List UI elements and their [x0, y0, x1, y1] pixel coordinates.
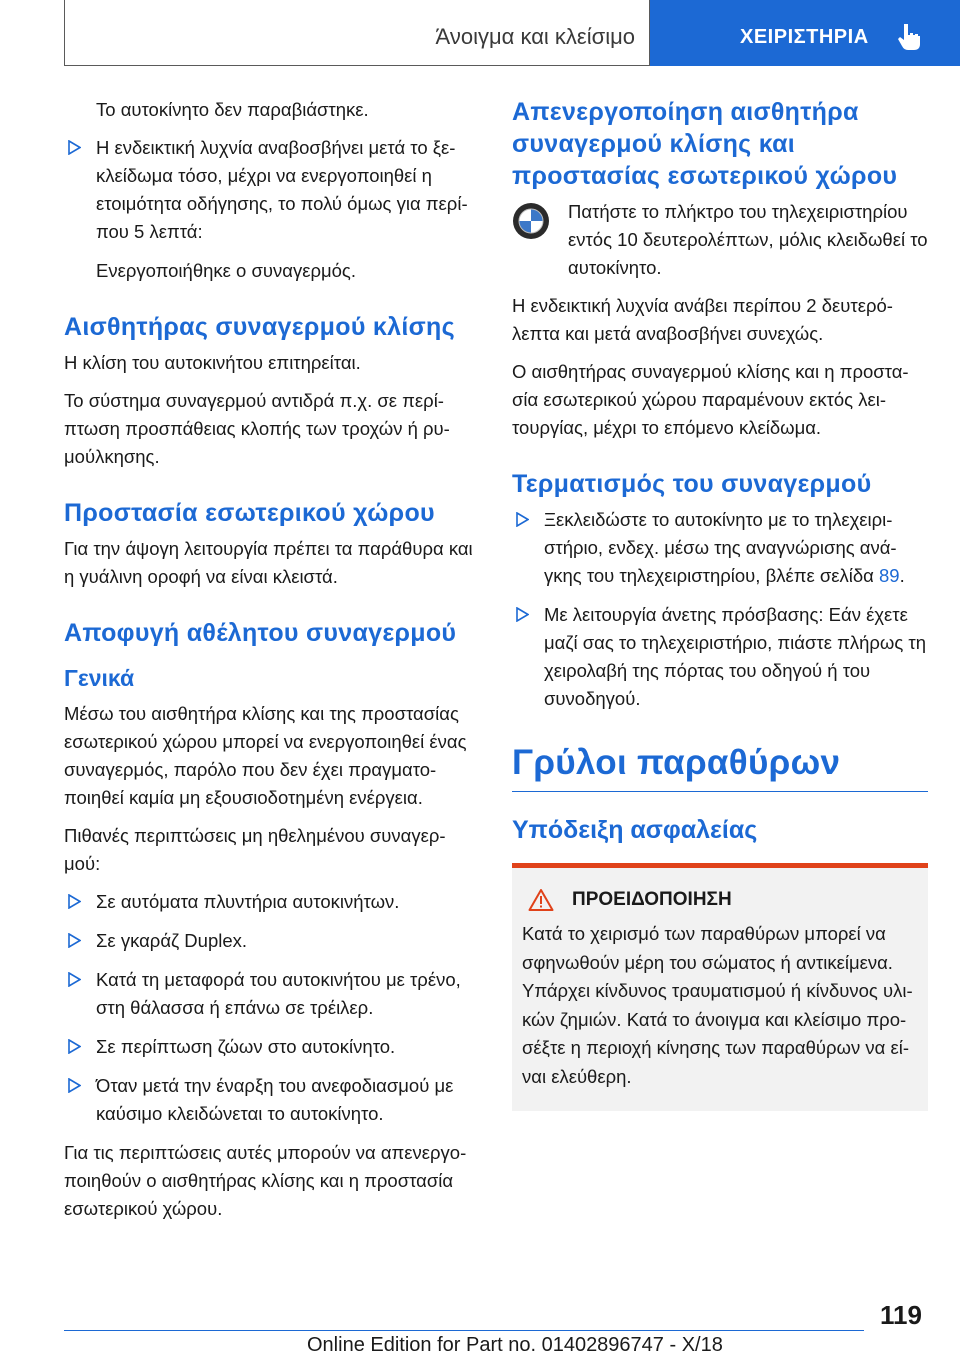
heading-tilt-sensor: Αισθητήρας συναγερμού κλίσης [64, 313, 455, 341]
bmw-logo-icon [512, 202, 550, 240]
paragraph-general-3: Για τις περιπτώσεις αυτές μπορούν να απενεργο-ποιηθούν ο αισθητήρας κλίσης και η προστασία εσωτερικού χώρου. [64, 1142, 467, 1219]
pointing-hand-icon [894, 22, 924, 52]
list-item [64, 1033, 478, 1061]
paragraph-interior: Για την άψογη λειτουργία πρέπει τα παράθυρα και η γυάλινη οροφή να είναι κλειστά. [64, 538, 473, 587]
warning-title: ΠΡΟΕΙΔΟΠΟΙΗΣΗ [572, 889, 732, 910]
list-item-text: Η ενδεικτική λυχνία αναβοσβήνει μετά το ξε-κλείδωμα τόσο, μέχρι να ενεργοποιηθεί η ετοιμότητα οδήγησης, το πολύ όμως για περί-που 5 λεπτά: [96, 137, 468, 242]
list-item [64, 888, 478, 916]
right-column [512, 96, 928, 1111]
warning-header [528, 888, 918, 912]
list-item [64, 1072, 478, 1128]
list-item [64, 927, 478, 955]
footer-edition: Online Edition for Part no. 01402896747 - X/18 [307, 1334, 723, 1356]
warning-triangle-icon [528, 888, 554, 912]
list-item-end: . [899, 565, 905, 586]
cases-list [64, 888, 478, 1128]
page-number: 119 [880, 1300, 922, 1330]
indicator-list [64, 134, 478, 246]
triangle-bullet-icon [68, 972, 81, 987]
heading-safety-note: Υπόδειξη ασφαλείας [512, 816, 758, 844]
heading-window-lifters: Γρύλοι παραθύρων [512, 743, 928, 792]
triangle-bullet-icon [516, 607, 529, 622]
list-item [64, 966, 478, 1022]
heading-interior-protection: Προστασία εσωτερικού χώρου [64, 499, 435, 527]
paragraph-general-1: Μέσω του αισθητήρα κλίσης και της προστασίας εσωτερικού χώρου μπορεί να ενεργοποιηθεί ένας συναγερμός, παρόλο που δεν έχει πραγματο-ποιηθεί καμία μη εξουσιοδοτημένη ενέργεια. [64, 703, 467, 808]
list-item [64, 134, 478, 246]
deactivate-text: Πατήστε το πλήκτρο του τηλεχειριστηρίου εντός 10 δευτερολέπτων, μόλις κλειδωθεί το αυτοκίνητο. [568, 201, 928, 278]
list-item [512, 506, 928, 590]
heading-general: Γενικά [64, 665, 135, 691]
list-item-text: Ξεκλειδώστε το αυτοκίνητο με το τηλεχειρι-στήριο, ενδεχ. μέσω της αναγνώρισης ανά-γκης του τηλεχειριστηρίου, βλέπε σελίδα [544, 509, 897, 586]
list-item-text: Όταν μετά την έναρξη του ανεφοδιασμού με καύσιμο κλειδώνεται το αυτοκίνητο. [96, 1075, 454, 1124]
list-item-text: Σε γκαράζ Duplex. [96, 930, 248, 951]
page-header [0, 0, 960, 66]
header-tab-label: ΧΕΙΡΙΣΤΗΡΙΑ [740, 26, 869, 48]
triangle-bullet-icon [516, 512, 529, 527]
paragraph-tilt-2: Το σύστημα συναγερμού αντιδρά π.χ. σε περί-πτωση προσπάθειας κλοπής των τροχών ή ρυ-μούλκησης. [64, 390, 450, 467]
triangle-bullet-icon [68, 1039, 81, 1054]
list-item [512, 601, 928, 713]
triangle-bullet-icon [68, 1078, 81, 1093]
triangle-bullet-icon [68, 140, 81, 155]
heading-deactivate-sensors: Απενεργοποίηση αισθητήρα συναγερμού κλίσης και προστασίας εσωτερικού χώρου [512, 98, 898, 190]
heading-end-alarm: Τερματισμός του συναγερμού [512, 470, 872, 498]
heading-avoid-false-alarm: Αποφυγή αθέλητου συναγερμού [64, 619, 457, 647]
page-reference-link[interactable]: 89 [879, 565, 900, 586]
paragraph-not-tampered: Το αυτοκίνητο δεν παραβιάστηκε. [96, 99, 369, 120]
header-chapter-tab[interactable] [650, 0, 960, 66]
triangle-bullet-icon [68, 933, 81, 948]
triangle-bullet-icon [68, 894, 81, 909]
deactivate-instruction [512, 198, 928, 282]
paragraph-deact-3: Ο αισθητήρας συναγερμού κλίσης και η προστα-σία εσωτερικού χώρου παραμένουν εκτός λει-τουργίας, μέχρι το επόμενο κλείδωμα. [512, 361, 909, 438]
header-section-title: Άνοιγμα και κλείσιμο [435, 24, 635, 49]
list-item-text: Με λειτουργία άνετης πρόσβασης: Εάν έχετε μαζί σας το τηλεχειριστήριο, πιάστε πλήρως τη χειρολαβή της πόρτας του οδηγού ή του συνοδηγού. [544, 604, 927, 709]
paragraph-tilt-1: Η κλίση του αυτοκινήτου επιτηρείται. [64, 352, 361, 373]
warning-box [512, 863, 928, 1111]
list-item-text: Κατά τη μεταφορά του αυτοκινήτου με τρένο, στη θάλασσα ή επάνω σε τρέιλερ. [96, 969, 461, 1018]
list-item-text: Σε αυτόματα πλυντήρια αυτοκινήτων. [96, 891, 400, 912]
list-item-text: Σε περίπτωση ζώων στο αυτοκίνητο. [96, 1036, 396, 1057]
paragraph-alarm-activated: Ενεργοποιήθηκε ο συναγερμός. [96, 260, 356, 281]
end-alarm-list [512, 506, 928, 713]
paragraph-general-2: Πιθανές περιπτώσεις μη ηθελημένου συναγερ-μού: [64, 825, 446, 874]
header-section-box [64, 0, 650, 66]
warning-text: Κατά το χειρισμό των παραθύρων μπορεί να σφηνωθούν μέρη του σώματος ή αντικείμενα. Υπάρχει κίνδυνος τραυματισμού ή κίνδυνος υλι-κών ζημιών. Κατά το άνοιγμα και κλείσιμο προ-σέξτε η περιοχή κίνησης των παραθύρων να εί-ναι ελεύθερη. [522, 923, 913, 1087]
paragraph-deact-2: Η ενδεικτική λυχνία ανάβει περίπου 2 δευτερό-λεπτα και μετά αναβοσβήνει συνεχώς. [512, 295, 893, 344]
left-column [64, 96, 478, 1233]
footer-divider [64, 1330, 864, 1331]
